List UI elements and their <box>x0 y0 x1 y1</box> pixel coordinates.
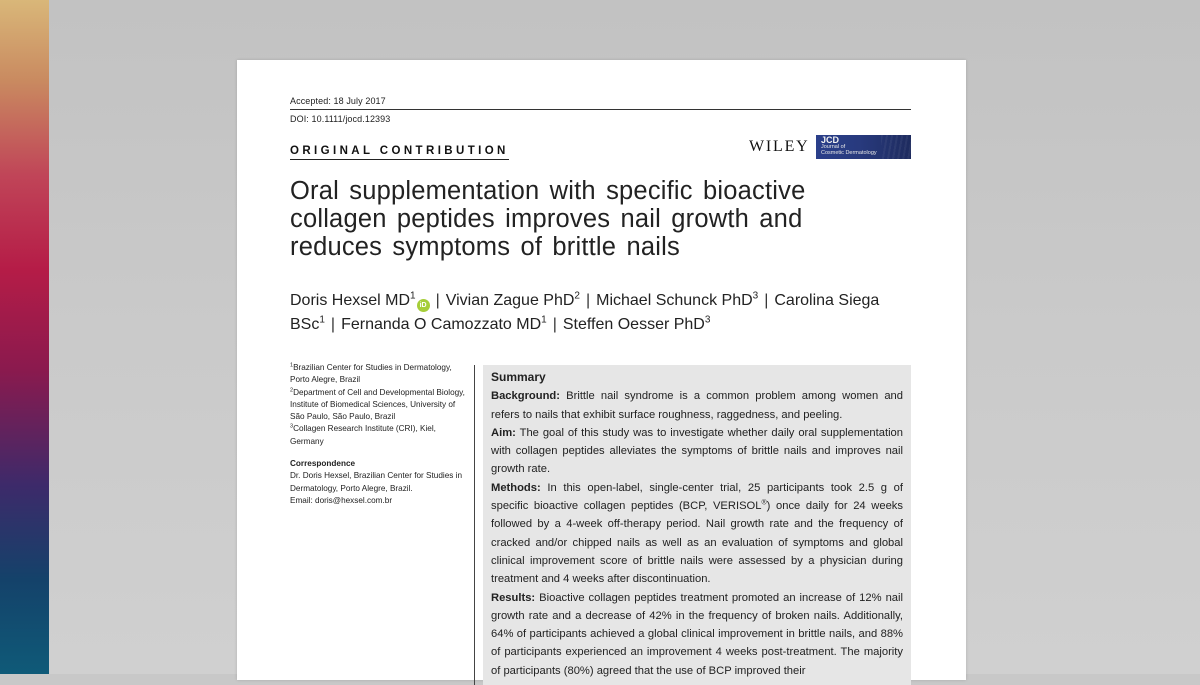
author-list: Doris Hexsel $MD^1iD$ | Vivian Zague PhD$^2$ | Michael Schunck PhD$^3$ | Carolina Siega BSc$^1$ | Fernanda O Camozzato $MD^1$ | Steffen Oesser PhD$^3$ <box>290 290 880 333</box>
affiliations <box>290 362 465 507</box>
author-2[interactable]: Vivian Zague PhD$^2$ <box>445 290 580 309</box>
journal-logo-pattern <box>881 135 911 159</box>
correspondence-heading: Correspondence <box>290 459 356 469</box>
publisher-logo: WILEY <box>749 138 810 155</box>
author-4[interactable]: Carolina Siega BSc$^1$ <box>290 292 880 333</box>
article-title: Oral supplementation with specific bioactive collagen peptides improves nail growth and reduces symptoms of brittle nails <box>290 177 806 261</box>
affiliation-2: $^2$Department of Cell and Developmental Biology, Institute of Biomedical Sciences, University of São Paulo, São Paulo, Brazil <box>290 386 465 422</box>
journal-name: Journal of Cosmetic Dermatology <box>821 144 877 156</box>
section-label: ORIGINAL CONTRIBUTION <box>290 145 509 160</box>
summary-methods: Methods: In this open-label, single-center trial, 25 participants took 2.5 g of specific bioactive collagen peptides (BCP, VERISOL®) once daily for 24 weeks followed by a 4-week off-therapy period. Nail growth rate and the frequency of cracked and/or chipped nails as well as an evaluation of symptoms and global clinical improvement score of brittle nails were assessed by a physician during treatment and 4 weeks after discontinuation. <box>491 481 903 586</box>
affiliation-1: $^1$Brazilian Center for Studies in Dermatology, Porto Alegre, Brazil <box>290 362 452 385</box>
orcid-icon[interactable]: iD <box>417 299 430 312</box>
accepted-date: Accepted: 18 July 2017 <box>290 96 386 106</box>
summary-box <box>483 365 911 685</box>
summary-aim: Aim: The goal of this study was to investigate whether daily oral supplementation with collagen peptides alleviates the symptoms of brittle nails and improves nail growth rate. <box>491 426 904 476</box>
doi[interactable]: DOI: 10.1111/jocd.12393 <box>290 114 391 124</box>
author-5[interactable]: Fernanda O Camozzato $MD^1$ <box>341 314 547 333</box>
summary-background: Background: Brittle nail syndrome is a common problem among women and refers to nails that exhibit surface roughness, raggedness, and peeling. <box>491 390 903 421</box>
column-divider <box>474 365 475 685</box>
journal-logo <box>816 135 911 159</box>
author-3[interactable]: Michael Schunck PhD$^3$ <box>596 290 759 309</box>
summary-heading: Summary <box>491 370 546 384</box>
decorative-color-stripe <box>0 0 49 674</box>
paper-page <box>237 60 966 680</box>
summary-results: Results: Bioactive collagen peptides treatment promoted an increase of 12% nail growth rate and a decrease of 42% in the frequency of broken nails. Additionally, 64% of participants achieved a global clinical improvement in brittle nails, and 88% of participants experienced an improvement 4 weeks post-treatment. The majority of participants (80%) agreed that the use of BCP improved their <box>491 591 903 677</box>
correspondence-email[interactable]: Email: doris@hexsel.com.br <box>290 495 393 505</box>
journal-abbr: JCD <box>821 135 840 145</box>
affiliation-3: $^3$Collagen Research Institute (CRI), Kiel, Germany <box>290 423 436 446</box>
header-rule <box>290 109 911 110</box>
author-6[interactable]: Steffen Oesser PhD$^3$ <box>562 314 711 333</box>
correspondence-text: Dr. Doris Hexsel, Brazilian Center for Studies in Dermatology, Porto Alegre, Brazil. <box>290 471 463 493</box>
author-1[interactable]: Doris Hexsel $MD^1$ <box>290 290 416 309</box>
